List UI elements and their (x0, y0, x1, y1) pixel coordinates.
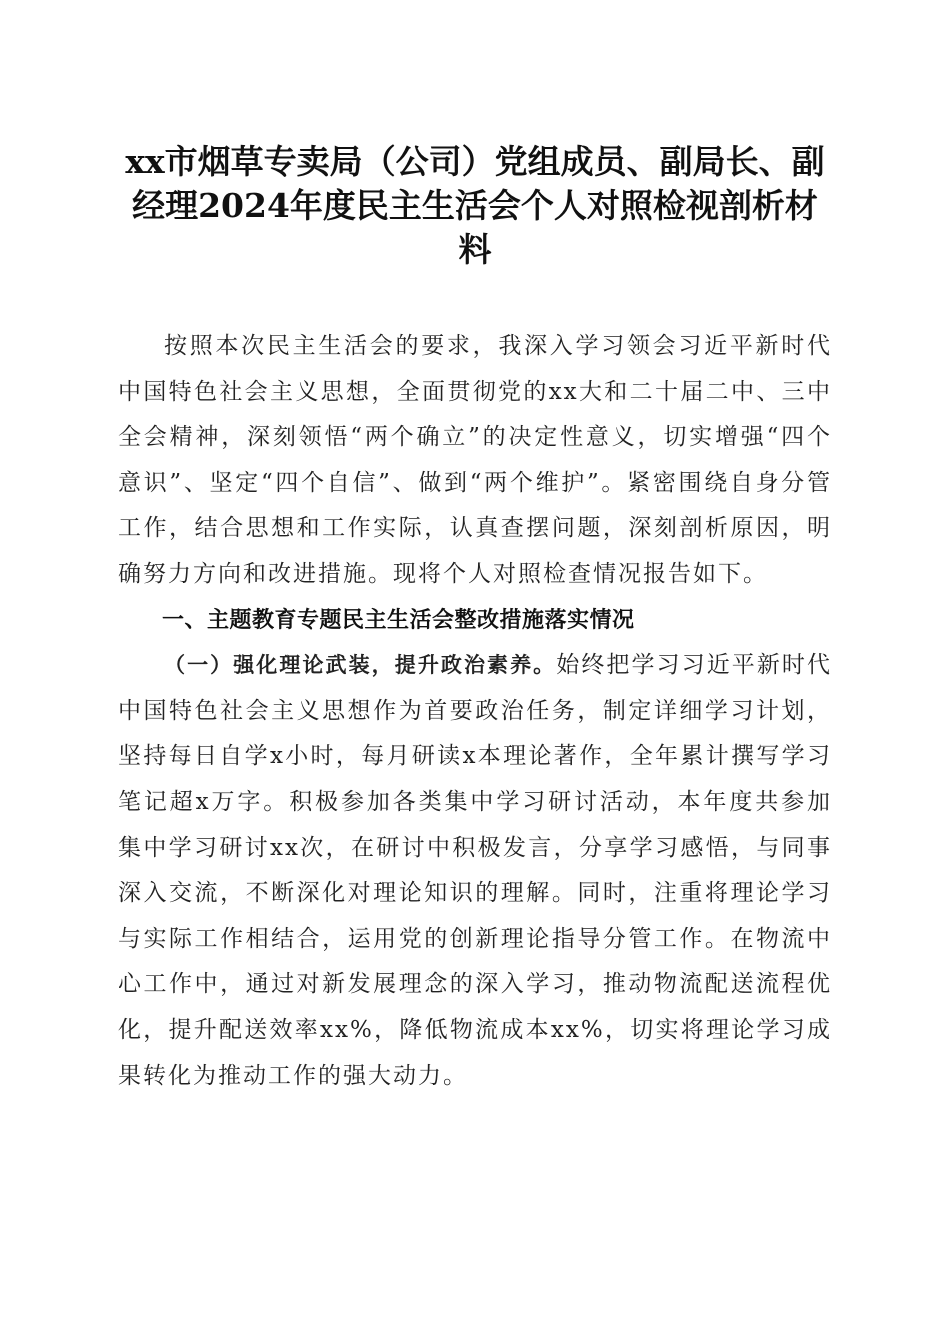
subsection-body: 始终把学习习近平新时代中国特色社会主义思想作为首要政治任务，制定详细学习计划，坚持每日自学x小时，每月研读x本理论著作，全年累计撰写学习笔记超x万字。积极参加各类集中学习研讨活动，本年度共参加集中学习研讨xx次，在研讨中积极发言，分享学习感悟，与同事深入交流，不断深化对理论知识的理解。同时，注重将理论学习与实际工作相结合，运用党的创新理论指导分管工作。在物流中心工作中，通过对新发展理念的深入学习，推动物流配送流程优化，提升配送效率xx%，降低物流成本xx%，切实将理论学习成果转化为推动工作的强大动力。 (118, 652, 833, 1089)
subsection-heading: （一）强化理论武装，提升政治素养。 (164, 653, 557, 678)
document-body (118, 324, 832, 1099)
subsection-paragraph (118, 643, 832, 1099)
document-title: xx市烟草专卖局（公司）党组成员、副局长、副经理2024年度民主生活会个人对照检视剖析材料 (125, 142, 825, 269)
intro-paragraph: 按照本次民主生活会的要求，我深入学习领会习近平新时代中国特色社会主义思想，全面贯彻党的xx大和二十届二中、三中全会精神，深刻领悟“两个确立”的决定性意义，切实增强“四个意识”、坚定“四个自信”、做到“两个维护”。紧密围绕自身分管工作，结合思想和工作实际，认真查摆问题，深刻剖析原因，明确努力方向和改进措施。现将个人对照检查情况报告如下。 (118, 333, 832, 587)
section-heading: 一、主题教育专题民主生活会整改措施落实情况 (162, 607, 635, 633)
